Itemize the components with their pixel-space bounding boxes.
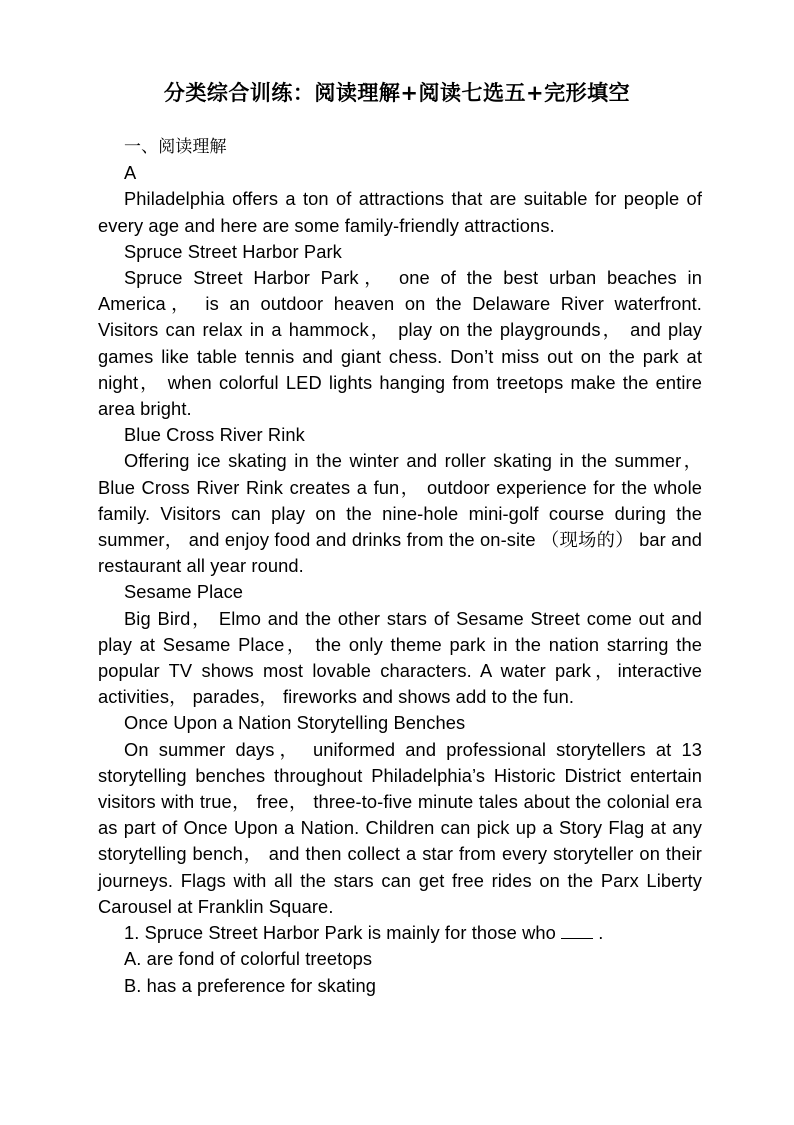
- attraction-title: Sesame Place: [124, 581, 244, 603]
- section-heading: 一、阅读理解: [124, 137, 227, 157]
- page-title: 分类综合训练：阅读理解+阅读七选五+完形填空: [163, 81, 631, 105]
- attraction-description: On summer days， uniformed and professional storytellers at 13 storytelling benches throughout Philadelphia’s Historic District entertain visitors with true， free， three-to-five minute tales about the colonial era as part of Once Upon a Nation. Children can pick up a Story Flag at any storytelling bench， and then collect a star from every storyteller on their journeys. Flags with all the stars can get free rides on the Parx Liberty Carousel at Franklin Square.: [98, 738, 702, 917]
- attraction-title: Blue Cross River Rink: [124, 424, 305, 446]
- question-stem-end: .: [593, 922, 604, 944]
- question-stem-text: 1. Spruce Street Harbor Park is mainly for those who: [124, 922, 562, 944]
- question-option: A. are fond of colorful treetops: [124, 948, 373, 970]
- attraction-title: Once Upon a Nation Storytelling Benches: [124, 712, 466, 734]
- attraction-description: Big Bird， Elmo and the other stars of Sesame Street come out and play at Sesame Place， the only theme park in the nation starring the popular TV shows most lovable characters. A water park，interactive activities， parades， fireworks and shows add to the fun.: [98, 607, 702, 708]
- attraction-description: Spruce Street Harbor Park， one of the best urban beaches in America， is an outdoor heaven on the Delaware River waterfront. Visitors can relax in a hammock， play on the playgrounds， and play games like table tennis and giant chess. Don’t miss out on the park at night， when colorful LED lights hanging from treetops make the entire area bright.: [98, 267, 702, 420]
- document-body: [98, 134, 702, 999]
- question-option: B. has a preference for skating: [124, 974, 377, 996]
- answer-blank: [561, 922, 593, 939]
- passage-intro: Philadelphia offers a ton of attractions that are suitable for people of every age and here are some family-friendly attractions.: [98, 188, 702, 236]
- question-stem: [98, 920, 702, 946]
- attraction-description: Offering ice skating in the winter and roller skating in the summer，Blue Cross River Rink creates a fun， outdoor experience for the whole family. Visitors can play on the nine-hole mini-golf course during the summer， and enjoy food and drinks from the on-site （现场的） bar and restaurant all year round.: [98, 450, 702, 577]
- attraction-title: Spruce Street Harbor Park: [124, 240, 342, 262]
- passage-label: A: [124, 162, 137, 184]
